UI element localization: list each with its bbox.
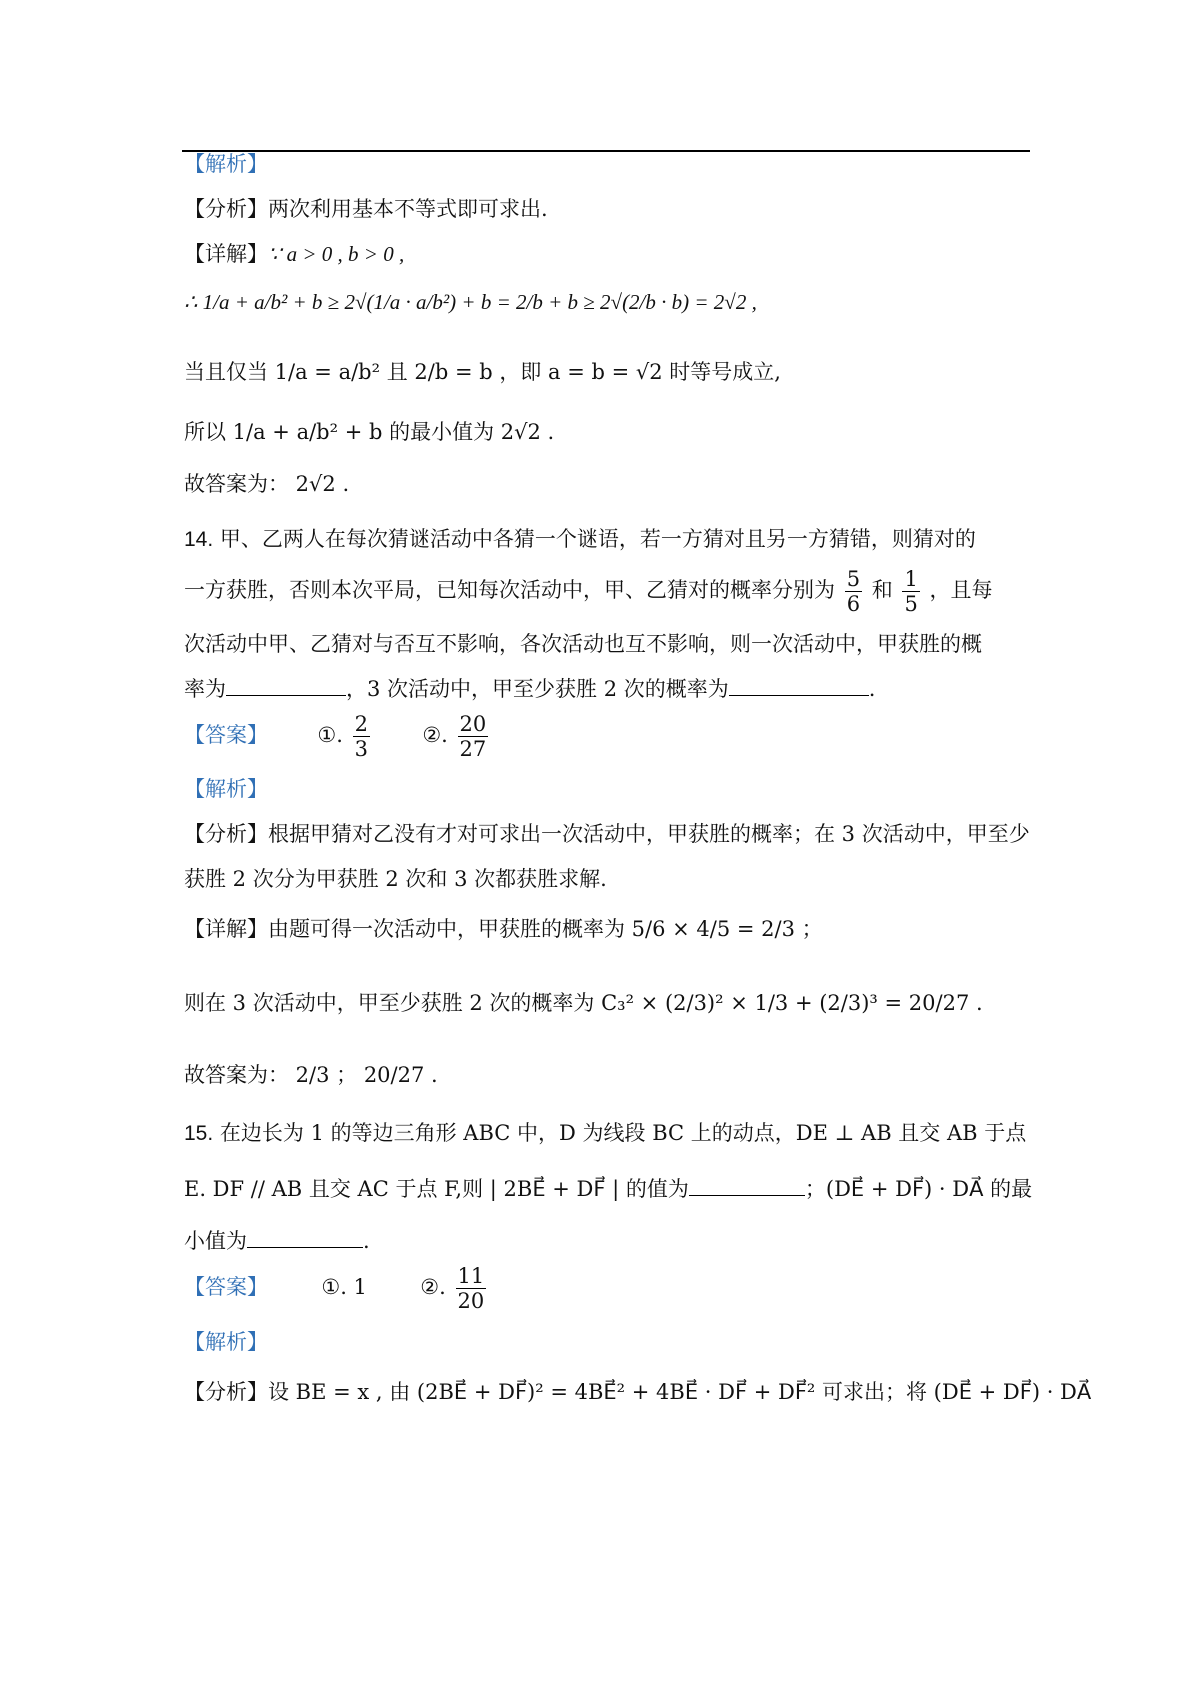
blank-3 [689, 1175, 805, 1196]
analysis-text: 两次利用基本不等式即可求出. [268, 197, 548, 221]
detail-tag: 【详解】 [184, 242, 268, 266]
answer-fraction-11-20: $\frac{11}{20}$ [457, 1264, 485, 1314]
q14-analysis-2: 获胜 2 次分为甲获胜 2 次和 3 次都获胜求解. [184, 867, 607, 891]
q14-jiexi: 【解析】 [184, 777, 268, 801]
q14-line-2 [184, 567, 993, 616]
analysis-tag: 【分析】 [184, 197, 268, 221]
q14-number: 14. [184, 528, 214, 551]
derivation-step-1: ∴ 1/a + a/b² + b ≥ 2√(1/a · a/b²) + b = 2/b + b ≥ 2√(2/b · b) = 2√2 , [184, 290, 757, 314]
detail-line [184, 238, 404, 268]
blank-1 [226, 675, 346, 696]
q14-analysis-1: 【分析】根据甲猜对乙没有才对可求出一次活动中，甲获胜的概率；在 3 次活动中，甲至少 [184, 822, 1030, 846]
q14-answer: 【答案】 ①. $\frac{2}{3}$ ②. $\frac{20}{27}$ [184, 712, 487, 762]
q15-line-3: 小值为 . [184, 1229, 370, 1253]
jiexi-label: 【解析】 [184, 152, 268, 176]
q14-line-3: 次活动中甲、乙猜对与否互不影响，各次活动也互不影响，则一次活动中，甲获胜的概 [184, 632, 982, 656]
derivation-step-3: 所以 1/a + a/b² + b 的最小值为 2√2 . [184, 420, 555, 444]
q15-line-2: E. DF // AB 且交 AC 于点 F,则 | 2BE⃗ + DF⃗ | 的值为 ；(DE⃗ + DF⃗) · DA⃗ 的最 [184, 1177, 1033, 1201]
q15-line-1 [184, 1117, 1026, 1147]
answer-line-13: 故答案为： 2√2 . [184, 472, 350, 496]
condition: ∵ a > 0 , b > 0 , [268, 242, 405, 266]
q14-line-1 [184, 523, 976, 553]
answer-fraction-2-3: $\frac{2}{3}$ [354, 712, 368, 762]
header-rule [182, 150, 1030, 152]
fraction-5-6: $\frac{5}{6}$ [846, 567, 861, 617]
analysis-line [184, 193, 548, 223]
fraction-1-5: $\frac{1}{5}$ [904, 567, 918, 617]
q15-number: 15. [184, 1122, 214, 1145]
q14-line-4: 率为 ，3 次活动中，甲至少获胜 2 次的概率为 . [184, 677, 876, 701]
q15-answer: 【答案】 ①. 1 ②. $\frac{11}{20}$ [184, 1264, 485, 1314]
q14-text-2b: 和 [871, 578, 893, 603]
q15-analysis: 【分析】设 BE = x , 由 (2BE⃗ + DF⃗)² = 4BE⃗² + 4BE⃗ · DF⃗ + DF⃗² 可求出；将 (DE⃗ + DF⃗) · DA⃗ [184, 1380, 1092, 1404]
q14-detail-1: 【详解】由题可得一次活动中，甲获胜的概率为 5/6 × 4/5 = 2/3 ； [184, 917, 823, 941]
blank-4 [247, 1227, 363, 1248]
q14-detail-2: 则在 3 次活动中，甲至少获胜 2 次的概率为 C₃² × (2/3)² × 1/3 + (2/3)³ = 20/27 . [184, 991, 983, 1015]
q14-text-2c: ，且每 [929, 578, 993, 603]
derivation-step-2: 当且仅当 1/a = a/b² 且 2/b = b ，即 a = b = √2 时等号成立, [184, 360, 781, 384]
q14-text-1: 甲、乙两人在每次猜谜活动中各猜一个谜语，若一方猜对且另一方猜错，则猜对的 [219, 527, 976, 551]
q14-answer-line: 故答案为： 2/3 ； 20/27 . [184, 1063, 438, 1087]
answer-fraction-20-27: $\frac{20}{27}$ [459, 712, 487, 762]
blank-2 [729, 675, 869, 696]
q15-text-1: 在边长为 1 的等边三角形 ABC 中，D 为线段 BC 上的动点，DE ⊥ AB 且交 AB 于点 [219, 1121, 1027, 1145]
answer-tag: 【答案】 [184, 723, 268, 748]
q14-text-2a: 一方获胜，否则本次平局，已知每次活动中，甲、乙猜对的概率分别为 [184, 578, 835, 603]
q15-jiexi: 【解析】 [184, 1330, 268, 1354]
